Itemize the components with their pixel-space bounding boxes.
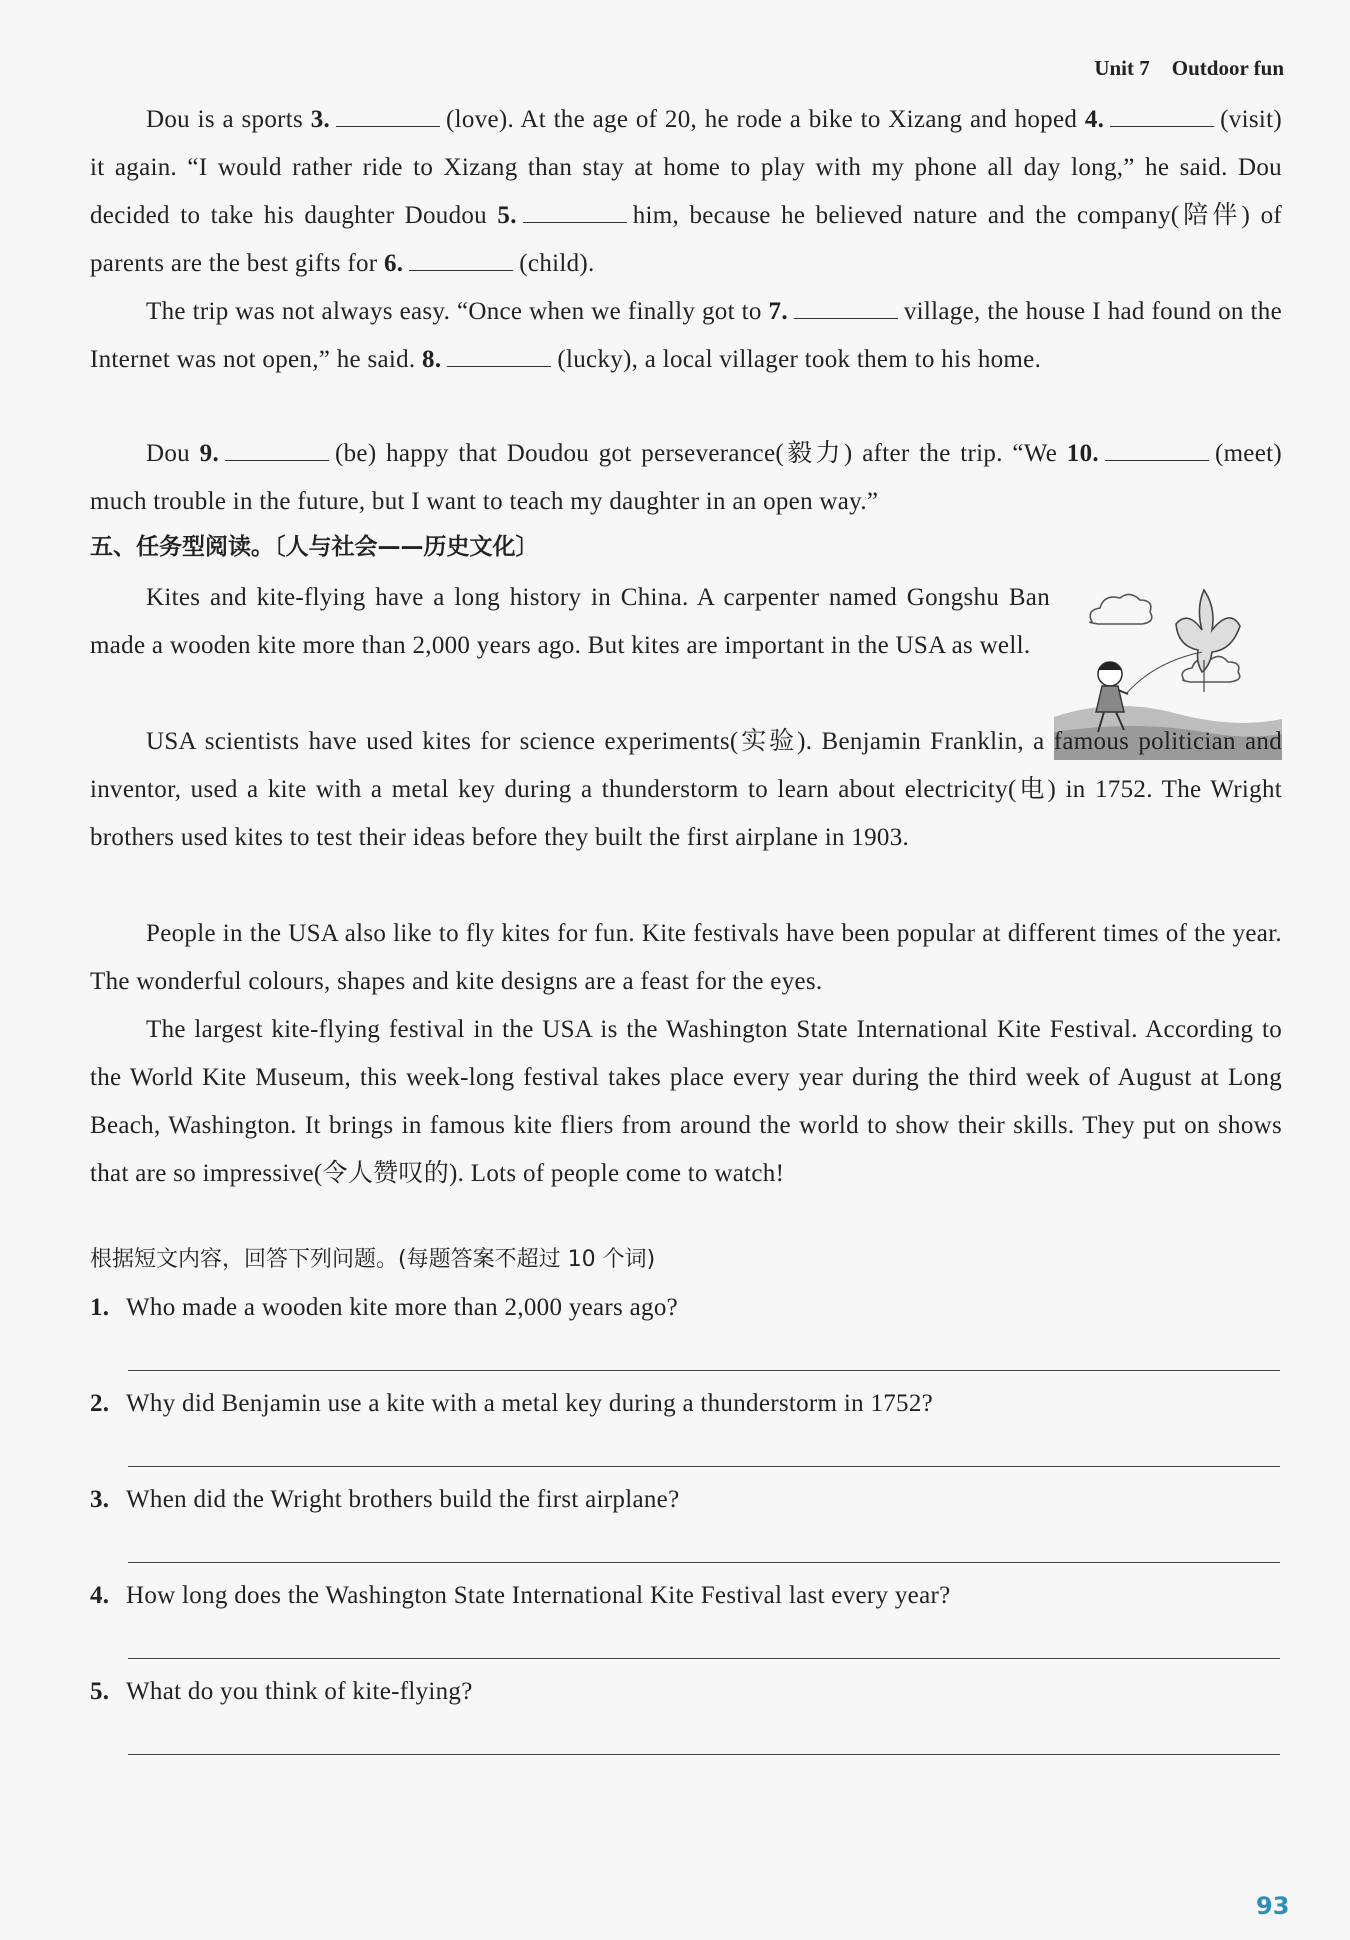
question-text: Why did Benjamin use a kite with a metal key during a thunderstorm in 1752? — [126, 1390, 934, 1417]
cloze-text: village, the house I had found on the Internet was not open,” he said. — [90, 298, 1282, 373]
answer-blank-7[interactable] — [794, 296, 898, 319]
cloze-text: (lucky), a local villager took them to his home. — [557, 346, 1042, 373]
answer-blank-6[interactable] — [409, 248, 513, 271]
cloze-paragraph-3 — [90, 430, 1282, 526]
question-4 — [90, 1582, 1280, 1610]
answer-blank-4[interactable] — [1110, 104, 1214, 127]
blank-number-3: 3. — [310, 106, 331, 133]
question-3 — [90, 1486, 1280, 1514]
blank-number-6: 6. — [383, 250, 404, 277]
question-5 — [90, 1678, 1280, 1706]
answer-blank-3[interactable] — [336, 104, 440, 127]
question-number: 2. — [90, 1390, 110, 1417]
question-text: Who made a wooden kite more than 2,000 years ago? — [126, 1294, 679, 1321]
cloze-text: The trip was not always easy. “Once when we finally got to — [146, 298, 762, 325]
cloze-text: (be) happy that Doudou got perseverance(毅力) after the trip. “We — [335, 440, 1058, 467]
question-number: 4. — [90, 1582, 110, 1609]
answer-line-4[interactable] — [128, 1658, 1280, 1659]
cloze-text: (visit) it again. “I would rather ride to Xizang than stay at home to play with my phone all day long,” he said. Dou decided to take his daughter Doudou — [90, 106, 1282, 229]
blank-number-9: 9. — [199, 440, 219, 467]
blank-number-8: 8. — [422, 346, 442, 373]
section-title: 五、任务型阅读。〔人与社会——历史文化〕 — [90, 534, 539, 560]
cloze-text: (love). At the age of 20, he rode a bike to Xizang and hoped — [446, 106, 1078, 133]
passage-paragraph-4: The largest kite-flying festival in the USA is the Washington State International Kite Festival. According to the World Kite Museum, this week-long festival takes place every year during the third week of August at Long Beach, Washington. It brings in famous kite fliers from around the world to show their skills. They put on shows that are so impressive(令人赞叹的). Lots of people come to watch! — [90, 1016, 1282, 1187]
answer-line-1[interactable] — [128, 1370, 1280, 1371]
question-text: How long does the Washington State International Kite Festival last every year? — [126, 1582, 951, 1609]
cloze-paragraph-1 — [90, 96, 1282, 288]
cloze-text: Dou — [146, 440, 190, 467]
answer-blank-9[interactable] — [225, 438, 329, 461]
blank-number-10: 10. — [1066, 440, 1099, 467]
answer-line-3[interactable] — [128, 1562, 1280, 1563]
question-number: 1. — [90, 1294, 110, 1321]
cloze-text: (meet) much trouble in the future, but I want to teach my daughter in an open way.” — [90, 440, 1282, 515]
page-header — [1094, 56, 1284, 81]
question-1 — [90, 1294, 1280, 1322]
page-number: 93 — [1256, 1892, 1290, 1920]
cloze-text: him, because he believed nature and the company(陪伴) of parents are the best gifts for — [90, 202, 1282, 277]
passage-paragraph-1: Kites and kite-flying have a long history in China. A carpenter named Gongshu Ban made a wooden kite more than 2,000 years ago. But kites are important in the USA as well. — [90, 584, 1050, 659]
cloze-paragraph-2 — [90, 288, 1282, 384]
instruction: 根据短文内容，回答下列问题。(每题答案不超过 10 个词) — [90, 1247, 656, 1272]
passage-paragraph-2: USA scientists have used kites for science experiments(实验). Benjamin Franklin, a famous politician and inventor, used a kite with a metal key during a thunderstorm to learn about electricity(电) in 1752. The Wright brothers used kites to test their ideas before they built the first airplane in 1903. — [90, 728, 1282, 851]
answer-blank-8[interactable] — [447, 344, 551, 367]
question-2 — [90, 1390, 1280, 1418]
question-number: 3. — [90, 1486, 110, 1513]
question-number: 5. — [90, 1678, 110, 1705]
answer-blank-10[interactable] — [1105, 438, 1209, 461]
question-text: When did the Wright brothers build the first airplane? — [126, 1486, 680, 1513]
cloze-text: Dou is a sports — [146, 106, 304, 133]
answer-line-2[interactable] — [128, 1466, 1280, 1467]
cloze-text: (child). — [519, 250, 595, 277]
answer-blank-5[interactable] — [523, 200, 627, 223]
blank-number-5: 5. — [497, 202, 517, 229]
blank-number-4: 4. — [1084, 106, 1105, 133]
blank-number-7: 7. — [768, 298, 788, 325]
passage-paragraph-3: People in the USA also like to fly kites for fun. Kite festivals have been popular at different times of the year. The wonderful colours, shapes and kite designs are a feast for the eyes. — [90, 920, 1282, 995]
unit-label: Unit 7 — [1094, 56, 1150, 80]
answer-line-5[interactable] — [128, 1754, 1280, 1755]
unit-title: Outdoor fun — [1171, 56, 1284, 80]
question-text: What do you think of kite-flying? — [126, 1678, 473, 1705]
